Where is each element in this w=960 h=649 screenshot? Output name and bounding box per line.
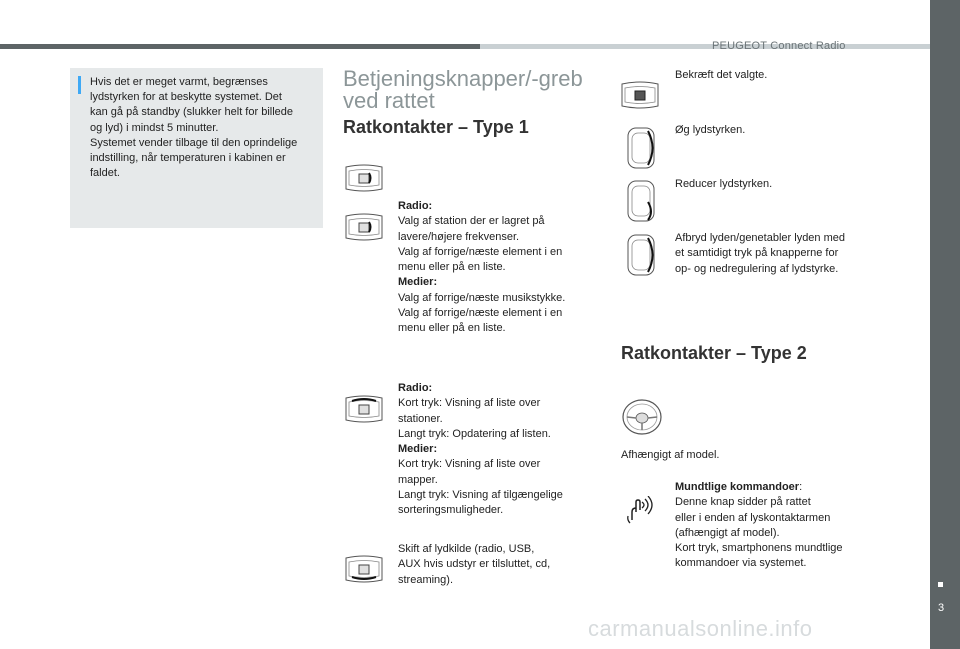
text-line: Langt tryk: Visning af tilgængelige [398, 489, 563, 502]
block2-text [398, 381, 598, 519]
text-line: sorteringsmuligheder. [398, 504, 504, 517]
text-line: Valg af forrige/næste element i en [398, 245, 563, 258]
volume-down-text: Reducer lydstyrken. [675, 178, 773, 190]
page-title-line: ved rattet [343, 88, 435, 113]
text-line: Valg af forrige/næste element i en [398, 307, 563, 320]
text-line: (afhængigt af model). [675, 526, 780, 539]
steering-control-icon [342, 394, 386, 424]
header-rule-light [480, 44, 930, 49]
text-line: eller i enden af lyskontaktarmen [675, 511, 831, 524]
steering-control-icon [342, 212, 386, 242]
text-line: Denne knap sidder på rattet [675, 496, 811, 509]
steering-control-icon [620, 178, 662, 224]
text-line: Afbryd lyden/genetabler lyden med [675, 232, 845, 244]
text-line: et samtidigt tryk på knapperne for [675, 247, 839, 260]
text-line: streaming). [398, 573, 454, 586]
voice-label: Mundtlige kommandoer [675, 481, 800, 493]
page-title [343, 68, 583, 112]
text-line: lavere/højere frekvenser. [398, 230, 520, 243]
text-line: Langt tryk: Opdatering af listen. [398, 427, 551, 440]
voice-label-colon: : [799, 481, 803, 493]
note-line: kan gå på standby (slukker helt for billede [90, 106, 294, 119]
steering-control-icon [342, 554, 386, 584]
steering-wheel-icon [620, 397, 664, 437]
text-line: mapper. [398, 473, 438, 486]
text-line: menu eller på en liste. [398, 322, 506, 335]
text-line: Kort tryk, smartphonens mundtlige [675, 542, 843, 555]
note-line: Systemet vender tilbage til den oprindelige [90, 136, 298, 149]
media-label: Medier: [398, 276, 438, 289]
radio-label: Radio: [398, 382, 433, 394]
block1-text [398, 199, 598, 337]
text-line: kommandoer via systemet. [675, 557, 807, 570]
running-header: PEUGEOT Connect Radio [712, 40, 846, 52]
page-side-strip [930, 0, 960, 649]
steering-control-icon [620, 125, 662, 171]
text-line: AUX hvis udstyr er tilsluttet, cd, [398, 558, 551, 571]
info-note-icon [78, 76, 81, 94]
type2-heading: Ratkontakter – Type 2 [621, 343, 807, 363]
note-line: indstilling, når temperaturen i kabinen er [90, 152, 286, 165]
note-line: og lyd) i mindst 5 minutter. [90, 121, 219, 134]
note-line: Hvis det er meget varmt, begrænses [90, 76, 268, 88]
text-line: op- og nedregulering af lydstyrke. [675, 262, 839, 275]
voice-command-text [675, 480, 885, 572]
block3-text [398, 542, 598, 588]
confirm-text: Bekræft det valgte. [675, 69, 768, 81]
media-label: Medier: [398, 443, 438, 456]
model-dependent-text: Afhængigt af model. [621, 449, 720, 461]
text-line: Kort tryk: Visning af liste over [398, 397, 541, 410]
text-line: menu eller på en liste. [398, 261, 506, 274]
note-line: lydstyrken for at beskytte systemet. Det [90, 91, 282, 104]
info-note-text [90, 75, 320, 181]
steering-control-icon [620, 232, 662, 278]
watermark: carmanualsonline.info [588, 616, 813, 641]
volume-up-text: Øg lydstyrken. [675, 124, 746, 136]
radio-label: Radio: [398, 200, 433, 212]
note-line: faldet. [90, 167, 120, 180]
page-title-line: Betjeningsknapper/-greb [343, 66, 583, 91]
steering-control-icon [618, 80, 662, 110]
text-line: Kort tryk: Visning af liste over [398, 458, 541, 471]
steering-control-icon [342, 163, 386, 193]
page-marker [938, 582, 943, 587]
text-line: stationer. [398, 412, 443, 425]
text-line: Valg af forrige/næste musikstykke. [398, 291, 566, 304]
text-line: Valg af station der er lagret på [398, 215, 545, 228]
mute-text [675, 231, 885, 277]
type1-heading: Ratkontakter – Type 1 [343, 117, 529, 137]
voice-command-icon [624, 496, 656, 524]
header-rule-dark [0, 44, 480, 49]
text-line: Skift af lydkilde (radio, USB, [398, 543, 535, 555]
page-number: 3 [938, 602, 945, 614]
